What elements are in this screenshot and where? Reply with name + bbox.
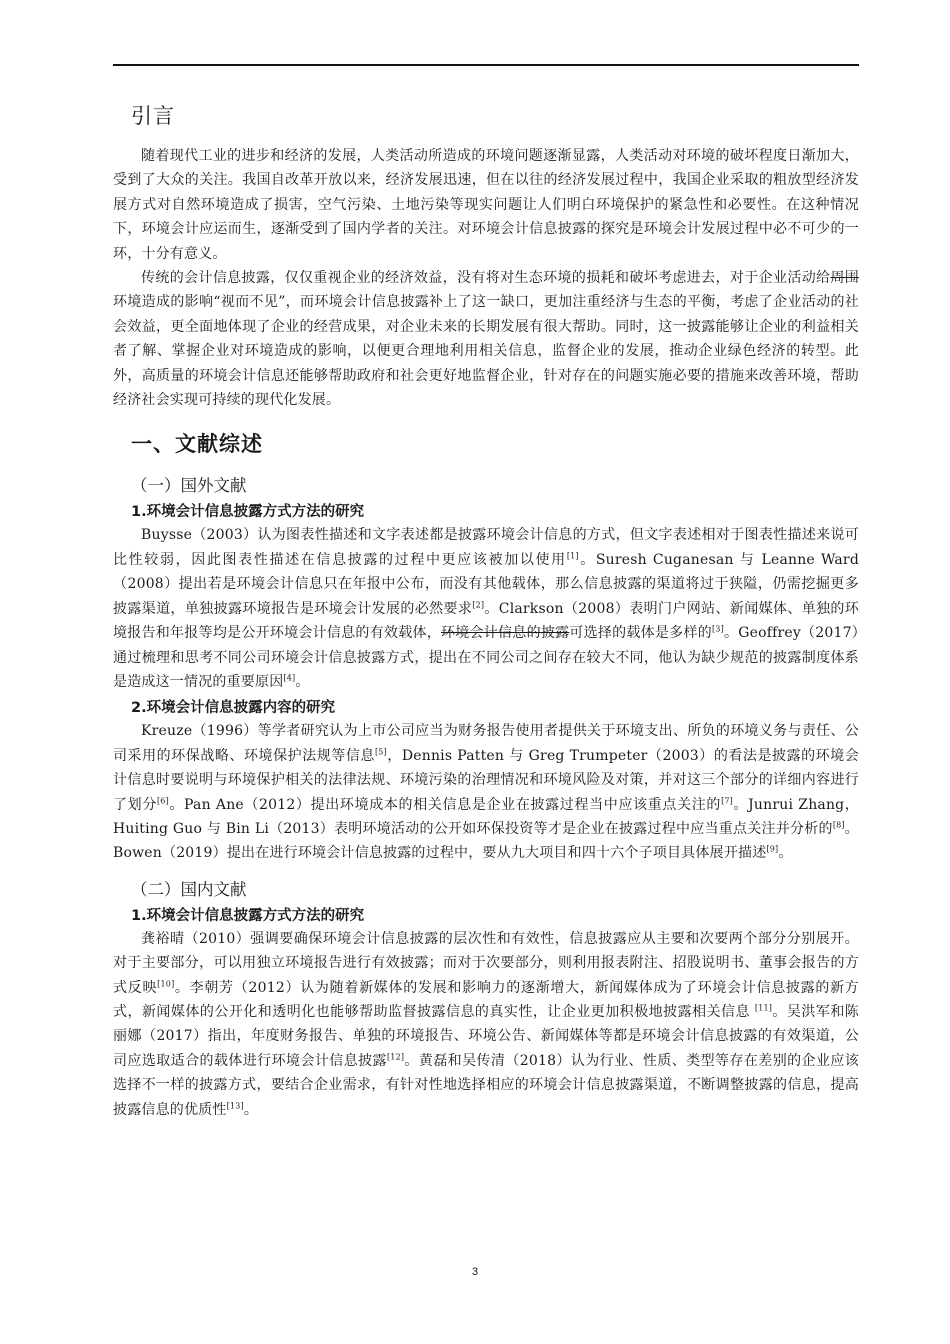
text-run: 传统的会计信息披露，仅仅重视企业的经济效益，没有将对生态环境的损耗和破坏考虑进去，对于企业活动给 bbox=[141, 270, 831, 287]
intro-paragraph-1: 随着现代工业的进步和经济的发展，人类活动所造成的环境问题逐渐显露，人类活动对环境的破坏程度日渐加大，受到了大众的关注。我国自改革开放以来，经济发展迅速，但在以往的经济发展过程中，我国企业采取的粗放型经济发展方式对自然环境造成了损害，空气污染、土地污染等现实问题让人们明白环境保护的紧急性和必要性。在这种情况下，环境会计应运而生，逐渐受到了国内学者的关注。对环境会计信息披露的探究是环境会计发展过程中必不可少的一环，十分有意义。 bbox=[113, 148, 859, 262]
citation-ref: [11] bbox=[754, 1003, 773, 1013]
citation-ref: [9] bbox=[766, 844, 779, 854]
citation-ref: [13] bbox=[226, 1100, 244, 1110]
text-run: 。吴洪军和陈丽娜（2017）指出，年度财务报告、单独的环境报告、环境公告、新闻媒体等都是环境会计信息披露的有效渠道，公司应选取适合的载体进行环境会计信息披露 bbox=[113, 1003, 860, 1069]
foreign-sub1-heading: 1.环境会计信息披露方式方法的研究 bbox=[131, 504, 365, 521]
citation-ref: [1] bbox=[566, 551, 579, 561]
text-run: 龚裕晴（2010）强调要确保环境会计信息披露的层次性和有效性，信息披露应从主要和次要两个部分分别展开。对于主要部分，可以用独立环境报告进行有效披露；而对于次要部分，则利用报表附注、招股说明书、董事会报告的方式反映 bbox=[113, 930, 859, 996]
domestic-sub1-heading: 1.环境会计信息披露方式方法的研究 bbox=[131, 907, 365, 924]
citation-ref: [10] bbox=[157, 978, 175, 988]
text-run: 。黄磊和吴传清（2018）认为行业、性质、类型等存在差别的企业应该选择不一样的披露方式，要结合企业需求，有针对性地选择相应的环境会计信息披露渠道，不断调整披露的信息，提高披露信息的优质性 bbox=[113, 1052, 859, 1118]
text-run: 环境造成的影响“视而不见”，而环境会计信息披露补上了这一缺口，更加注重经济与生态的平衡，考虑了企业活动的社会效益，更全面地体现了企业的经营成果，对企业未来的长期发展有很大帮助。同时，这一披露能够让企业的利益相关者了解、掌握企业对环境造成的影响，以便更合理地利用相关信息，监督企业的发展，推动企业绿色经济的转型。此外，高质量的环境会计信息还能够帮助政府和社会更好地监督企业，针对存在的问题实施必要的措施来改善环境，帮助经济社会实现可持续的现代化发展。 bbox=[113, 294, 859, 409]
text-run: 。 bbox=[778, 845, 793, 862]
citation-ref: [12] bbox=[386, 1052, 405, 1062]
text-run: ，Dennis Patten 与 Greg Trumpeter（2003）的看法是披露的环境会计信息时要说明与环境保护相关的法律法规、环境污染的治理情况和环境风险及对策，并对这三个部分的详细内容进行了划分 bbox=[113, 747, 859, 813]
text-run: 。 bbox=[295, 673, 310, 690]
page-body bbox=[113, 100, 859, 1122]
foreign-sub1-paragraph bbox=[113, 523, 859, 694]
citation-ref: [7] bbox=[721, 795, 733, 805]
domestic-sub1-paragraph bbox=[113, 927, 859, 1122]
foreign-literature-heading: （一）国外文献 bbox=[131, 476, 247, 496]
intro-heading: 引言 bbox=[131, 104, 175, 128]
foreign-sub2-paragraph bbox=[113, 719, 859, 865]
foreign-sub2-heading: 2.环境会计信息披露内容的研究 bbox=[131, 700, 336, 717]
text-run: 可选择的载体是多样的 bbox=[569, 625, 712, 642]
text-run: 。 bbox=[243, 1101, 259, 1118]
text-run: 。Geoffrey（2017）通过梳理和思考不同公司环境会计信息披露方式，提出在不同公司之间存在较大不同，他认为缺少规范的披露制度体系是造成这一情况的重要原因 bbox=[113, 625, 859, 690]
section1-heading: 一、文献综述 bbox=[131, 432, 263, 457]
citation-ref: [2] bbox=[472, 600, 485, 610]
intro-paragraph-2 bbox=[113, 266, 859, 412]
header-rule bbox=[113, 64, 859, 66]
citation-ref: [5] bbox=[374, 747, 387, 757]
citation-ref: [6] bbox=[156, 795, 169, 805]
page-number: 3 bbox=[471, 1266, 479, 1278]
text-run: 。Clarkson（2008）表明门户网站、新闻媒体、单独的环境报告和年报等均是公开环境会计信息的有效载体， bbox=[113, 600, 860, 642]
text-run: 。Suresh Cuganesan 与 Leanne Ward （2008）提出若是环境会计信息只在年报中公布，而没有其他载体，那么信息披露的渠道将过于狭隘，仍需挖掘更多披露渠道，单独披露环境报告是环境会计发展的必然要求 bbox=[113, 551, 859, 617]
deleted-text: 周围 bbox=[830, 270, 859, 287]
text-run: 。Junrui Zhang，Huiting Guo 与 Bin Li（2013）表明环境活动的公开如环保投资等才是企业在披露过程中应当重点关注并分析的 bbox=[113, 796, 859, 837]
domestic-literature-heading: （二）国内文献 bbox=[131, 879, 247, 899]
text-run: 。Pan Ane（2012）提出环境成本的相关信息是企业在披露过程当中应该重点关注的 bbox=[168, 796, 722, 813]
text-run: Kreuze（1996）等学者研究认为上市公司应当为财务报告使用者提供关于环境支出、所负的环境义务与责任、公司采用的环保战略、环境保护法规等信息 bbox=[113, 723, 859, 764]
text-run: 。Bowen（2019）提出在进行环境会计信息披露的过程中，要从九大项目和四十六个子项目具体展开描述 bbox=[113, 820, 860, 862]
citation-ref: [8] bbox=[832, 820, 845, 830]
deleted-text: 环境会计信息的披露 bbox=[441, 625, 570, 642]
citation-ref: [4] bbox=[283, 673, 296, 683]
citation-ref: [3] bbox=[711, 624, 724, 634]
text-run: 。李朝芳（2012）认为随着新媒体的发展和影响力的逐渐增大，新闻媒体成为了环境会计信息披露的新方式，新闻媒体的公开化和透明化也能够帮助监督披露信息的真实性，让企业更加积极地披露相关信息 bbox=[113, 979, 859, 1020]
text-run: Buysse（2003）认为图表性描述和文字表述都是披露环境会计信息的方式，但文字表述相对于图表性描述来说可比性较弱，因此图表性描述在信息披露的过程中更应该被加以使用 bbox=[113, 527, 859, 568]
